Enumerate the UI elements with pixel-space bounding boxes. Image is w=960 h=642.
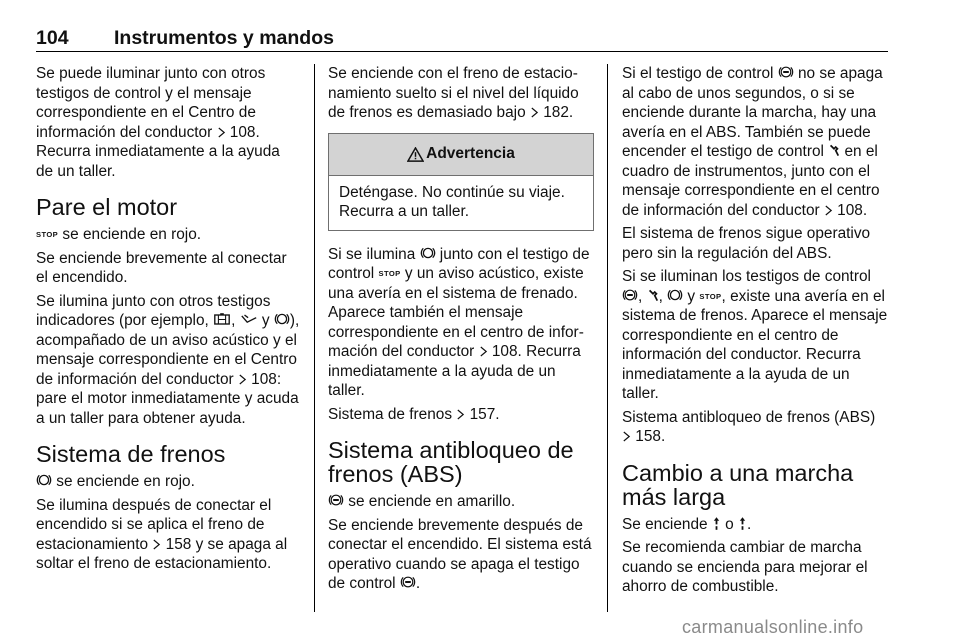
column-divider-1 [314, 64, 315, 612]
warning-box [328, 133, 594, 231]
door-ajar-icon [213, 312, 231, 327]
arrow-right-ref-icon [152, 538, 161, 551]
page-number: 104 [36, 27, 69, 49]
page-title: Instrumentos y mandos [114, 27, 334, 49]
stop-icon: STOP [378, 269, 401, 278]
wrench-icon [828, 143, 840, 158]
brake-lamp-icon [36, 472, 52, 488]
paragraph: STOP se enciende en rojo. [36, 226, 202, 243]
column-divider-2 [607, 64, 608, 612]
page-header [36, 26, 886, 50]
watermark: carmanualsonline.info [682, 617, 864, 637]
paragraph: El sistema de frenos sigue operativo pero sin la regulación del ABS. [622, 225, 871, 262]
seatbelt-icon [240, 312, 258, 327]
paragraph: Se recomienda cambiar de marcha cuando se encienda para mejorar el ahorro de combustible. [622, 539, 868, 595]
arrow-right-ref-icon [479, 345, 488, 358]
header-divider [36, 51, 888, 52]
arrow-right-ref-icon [456, 408, 465, 421]
heading-sistema-abs: Sistema antibloqueo de frenos (ABS) [328, 437, 574, 487]
abs-lamp-icon [622, 287, 638, 303]
brake-lamp-icon [420, 245, 436, 261]
arrow-right-ref-icon [238, 373, 247, 386]
paragraph: Sistema antibloqueo de frenos (ABS) 158. [622, 408, 876, 445]
arrow-right-ref-icon [217, 126, 226, 139]
paragraph: Si se ilumina junto con el testigo de control STOP y un aviso acústico, existe una avería en el sistema de frenado. Aparece también el mensaje correspondiente en el centro de información del conductor 108. Recurra inmediatamente a la ayuda de un taller. [328, 245, 590, 399]
warning-triangle-icon [407, 147, 424, 162]
column-1 [36, 64, 300, 578]
paragraph: Se enciende brevemente al conectar el encendido. [36, 249, 287, 286]
paragraph: Sistema de frenos 157. [328, 405, 500, 423]
paragraph: se enciende en rojo. [36, 472, 300, 492]
abs-lamp-icon [778, 64, 794, 80]
brake-lamp-icon [274, 311, 290, 327]
paragraph: Se ilumina después de conectar el encendido si se aplica el freno de estacionamiento 158 y se apaga al soltar el freno de estacionamiento. [36, 496, 288, 572]
warning-title: Advertencia [426, 145, 515, 163]
stop-icon: STOP [699, 291, 722, 301]
heading-cambio-de-marcha: Cambio a una marcha más larga [622, 459, 854, 510]
stop-icon: STOP [36, 230, 59, 239]
heading-pare-el-motor: Pare el motor [36, 194, 178, 220]
paragraph: Se ilumina junto con otros testigos indicadores (por ejemplo, , y ), acompañado de un aviso acústico y el mensaje correspondiente en el Centro de información del conductor 108: pare el motor inmediatamente y acuda a un taller para obtener ayuda. [36, 292, 300, 427]
column-2 [328, 64, 594, 598]
abs-lamp-icon [328, 492, 344, 508]
paragraph: Se enciende brevemente después de conectar el encendido. El sistema está operativo cuando se apaga el testigo de control . [328, 516, 592, 592]
shift-up-icon [712, 516, 721, 531]
column-3 [622, 64, 888, 601]
warning-text: Deténgase. No continúe su viaje. Recurra a un taller. [339, 183, 565, 220]
shift-up-icon [738, 516, 747, 531]
heading-sistema-de-frenos: Sistema de frenos [36, 441, 226, 467]
wrench-icon [647, 288, 659, 303]
paragraph: se enciende en amarillo. [328, 492, 594, 512]
paragraph: Si el testigo de control no se apaga al cabo de unos segundos, o si se enciende durante la marcha, hay una avería en el ABS. También se puede encender el testigo de control en el cuadro de instrumentos, junto con el mensaje correspondiente en el centro de información del conductor 108. [622, 65, 883, 219]
arrow-right-ref-icon [824, 204, 833, 217]
paragraph: Si se iluminan los testigos de control , , y STOP, existe una avería en el sistema de frenos. Aparece el mensaje correspondiente en el centro de información del conductor. Recurra inmediatamente a la ayuda de un taller. [622, 268, 888, 402]
paragraph: Se puede iluminar junto con otros testigos de control y el mensaje correspondiente en el Centro de información del conductor 108. Recurra inmediatamente a la ayuda de un taller. [36, 65, 280, 180]
brake-lamp-icon [667, 287, 683, 303]
arrow-right-ref-icon [530, 106, 539, 119]
warning-header [329, 134, 593, 176]
abs-lamp-icon [400, 574, 416, 590]
arrow-right-ref-icon [622, 430, 631, 443]
paragraph: Se enciende o . [622, 515, 752, 533]
paragraph: Se enciende con el freno de estacionamiento suelto si el nivel del líquido de frenos es demasiado bajo 182. [328, 65, 579, 121]
